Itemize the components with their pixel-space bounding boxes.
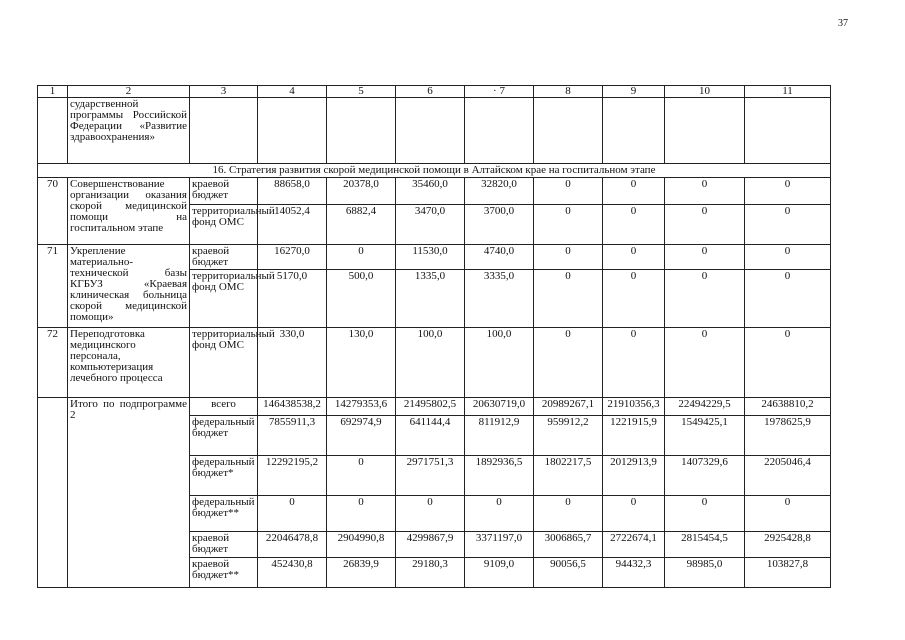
table-row xyxy=(38,328,831,398)
funding-source: территориальный фонд ОМС xyxy=(190,270,258,328)
value-cell: 0 xyxy=(396,496,465,532)
value-cell: 452430,8 xyxy=(258,558,327,588)
value-cell: 0 xyxy=(534,270,603,328)
value-cell: 94432,3 xyxy=(603,558,665,588)
table-row xyxy=(38,178,831,205)
value-cell: 0 xyxy=(258,496,327,532)
header-cell: 11 xyxy=(745,86,831,98)
value-cell: 4740,0 xyxy=(465,245,534,270)
measure-name: Укрепление материально-технической базы КГБУЗ «Краевая клиническая больница скорой медицинской помощи» xyxy=(68,245,190,328)
value-cell: 641144,4 xyxy=(396,416,465,456)
header-cell: 4 xyxy=(258,86,327,98)
value-cell: 1802217,5 xyxy=(534,456,603,496)
value-cell: 3371197,0 xyxy=(465,532,534,558)
funding-source: территориальный фонд ОМС xyxy=(190,328,258,398)
value-cell: 20378,0 xyxy=(327,178,396,205)
value-cell: 0 xyxy=(665,205,745,245)
continuation-text: сударственной программы Российской Федерации «Развитие здравоохранения» xyxy=(68,98,190,164)
value-cell: 0 xyxy=(603,178,665,205)
value-cell: 7855911,3 xyxy=(258,416,327,456)
header-row xyxy=(38,86,831,98)
value-cell: 0 xyxy=(665,270,745,328)
value-cell: 2925428,8 xyxy=(745,532,831,558)
value-cell: 0 xyxy=(603,205,665,245)
value-cell: 9109,0 xyxy=(465,558,534,588)
value-cell: 811912,9 xyxy=(465,416,534,456)
total-row xyxy=(38,398,831,416)
continuation-row xyxy=(38,98,831,164)
value-cell: 0 xyxy=(603,245,665,270)
value-cell: 1407329,6 xyxy=(665,456,745,496)
header-cell: 1 xyxy=(38,86,68,98)
value-cell: 0 xyxy=(745,205,831,245)
value-cell: 1892936,5 xyxy=(465,456,534,496)
value-cell: 88658,0 xyxy=(258,178,327,205)
value-cell: 26839,9 xyxy=(327,558,396,588)
funding-source: краевой бюджет** xyxy=(190,558,258,588)
value-cell: 0 xyxy=(665,178,745,205)
value-cell: 2904990,8 xyxy=(327,532,396,558)
funding-source: территориальный фонд ОМС xyxy=(190,205,258,245)
value-cell: 14279353,6 xyxy=(327,398,396,416)
header-cell: 9 xyxy=(603,86,665,98)
value-cell: 90056,5 xyxy=(534,558,603,588)
header-cell: 3 xyxy=(190,86,258,98)
funding-source: всего xyxy=(190,398,258,416)
header-cell: 2 xyxy=(68,86,190,98)
budget-table xyxy=(37,85,831,588)
value-cell: 98985,0 xyxy=(665,558,745,588)
value-cell: 0 xyxy=(745,245,831,270)
value-cell: 4299867,9 xyxy=(396,532,465,558)
value-cell: 0 xyxy=(603,496,665,532)
funding-source: федеральный бюджет** xyxy=(190,496,258,532)
row-number: 71 xyxy=(38,245,68,328)
value-cell: 0 xyxy=(665,496,745,532)
value-cell: 146438538,2 xyxy=(258,398,327,416)
page-number: 37 xyxy=(838,18,848,29)
value-cell: 130,0 xyxy=(327,328,396,398)
value-cell: 1978625,9 xyxy=(745,416,831,456)
row-number: 72 xyxy=(38,328,68,398)
value-cell: 3335,0 xyxy=(465,270,534,328)
value-cell: 2205046,4 xyxy=(745,456,831,496)
value-cell: 2012913,9 xyxy=(603,456,665,496)
value-cell: 0 xyxy=(665,328,745,398)
value-cell: 6882,4 xyxy=(327,205,396,245)
value-cell: 0 xyxy=(665,245,745,270)
value-cell: 1335,0 xyxy=(396,270,465,328)
value-cell: 0 xyxy=(534,328,603,398)
value-cell: 959912,2 xyxy=(534,416,603,456)
header-cell: 8 xyxy=(534,86,603,98)
value-cell: 0 xyxy=(327,496,396,532)
value-cell: 100,0 xyxy=(396,328,465,398)
total-label: Итого по подпрограмме 2 xyxy=(68,398,190,588)
value-cell: 330,0 xyxy=(258,328,327,398)
value-cell: 0 xyxy=(745,178,831,205)
funding-source: краевой бюджет xyxy=(190,532,258,558)
value-cell: 24638810,2 xyxy=(745,398,831,416)
funding-source: краевой бюджет xyxy=(190,245,258,270)
value-cell: 20630719,0 xyxy=(465,398,534,416)
value-cell: 2722674,1 xyxy=(603,532,665,558)
value-cell: 3470,0 xyxy=(396,205,465,245)
funding-source: федеральный бюджет xyxy=(190,416,258,456)
header-cell: · 7 xyxy=(465,86,534,98)
value-cell: 5170,0 xyxy=(258,270,327,328)
value-cell: 500,0 xyxy=(327,270,396,328)
header-cell: 6 xyxy=(396,86,465,98)
value-cell: 0 xyxy=(534,178,603,205)
value-cell: 16270,0 xyxy=(258,245,327,270)
value-cell: 35460,0 xyxy=(396,178,465,205)
value-cell: 2971751,3 xyxy=(396,456,465,496)
value-cell: 0 xyxy=(603,328,665,398)
value-cell: 21495802,5 xyxy=(396,398,465,416)
value-cell: 3006865,7 xyxy=(534,532,603,558)
value-cell: 0 xyxy=(327,456,396,496)
value-cell: 21910356,3 xyxy=(603,398,665,416)
section-title: 16. Стратегия развития скорой медицинской помощи в Алтайском крае на госпитальном этапе xyxy=(38,164,831,178)
value-cell: 11530,0 xyxy=(396,245,465,270)
value-cell: 0 xyxy=(465,496,534,532)
value-cell: 2815454,5 xyxy=(665,532,745,558)
value-cell: 1221915,9 xyxy=(603,416,665,456)
value-cell: 12292195,2 xyxy=(258,456,327,496)
section-row xyxy=(38,164,831,178)
value-cell: 1549425,1 xyxy=(665,416,745,456)
value-cell: 32820,0 xyxy=(465,178,534,205)
row-number: 70 xyxy=(38,178,68,245)
funding-source: федеральный бюджет* xyxy=(190,456,258,496)
value-cell: 0 xyxy=(534,205,603,245)
value-cell: 22494229,5 xyxy=(665,398,745,416)
value-cell: 100,0 xyxy=(465,328,534,398)
table-row xyxy=(38,245,831,270)
value-cell: 0 xyxy=(745,270,831,328)
value-cell: 692974,9 xyxy=(327,416,396,456)
value-cell: 0 xyxy=(745,328,831,398)
value-cell: 103827,8 xyxy=(745,558,831,588)
funding-source: краевой бюджет xyxy=(190,178,258,205)
value-cell: 3700,0 xyxy=(465,205,534,245)
value-cell: 29180,3 xyxy=(396,558,465,588)
value-cell: 0 xyxy=(603,270,665,328)
value-cell: 20989267,1 xyxy=(534,398,603,416)
value-cell: 0 xyxy=(327,245,396,270)
value-cell: 14052,4 xyxy=(258,205,327,245)
header-cell: 10 xyxy=(665,86,745,98)
header-cell: 5 xyxy=(327,86,396,98)
value-cell: 0 xyxy=(745,496,831,532)
value-cell: 0 xyxy=(534,245,603,270)
measure-name: Переподготовка медицинского персонала, компьютеризация лечебного процесса xyxy=(68,328,190,398)
measure-name: Совершенствование организации оказания скорой медицинской помощи на госпитальном этапе xyxy=(68,178,190,245)
value-cell: 0 xyxy=(534,496,603,532)
value-cell: 22046478,8 xyxy=(258,532,327,558)
